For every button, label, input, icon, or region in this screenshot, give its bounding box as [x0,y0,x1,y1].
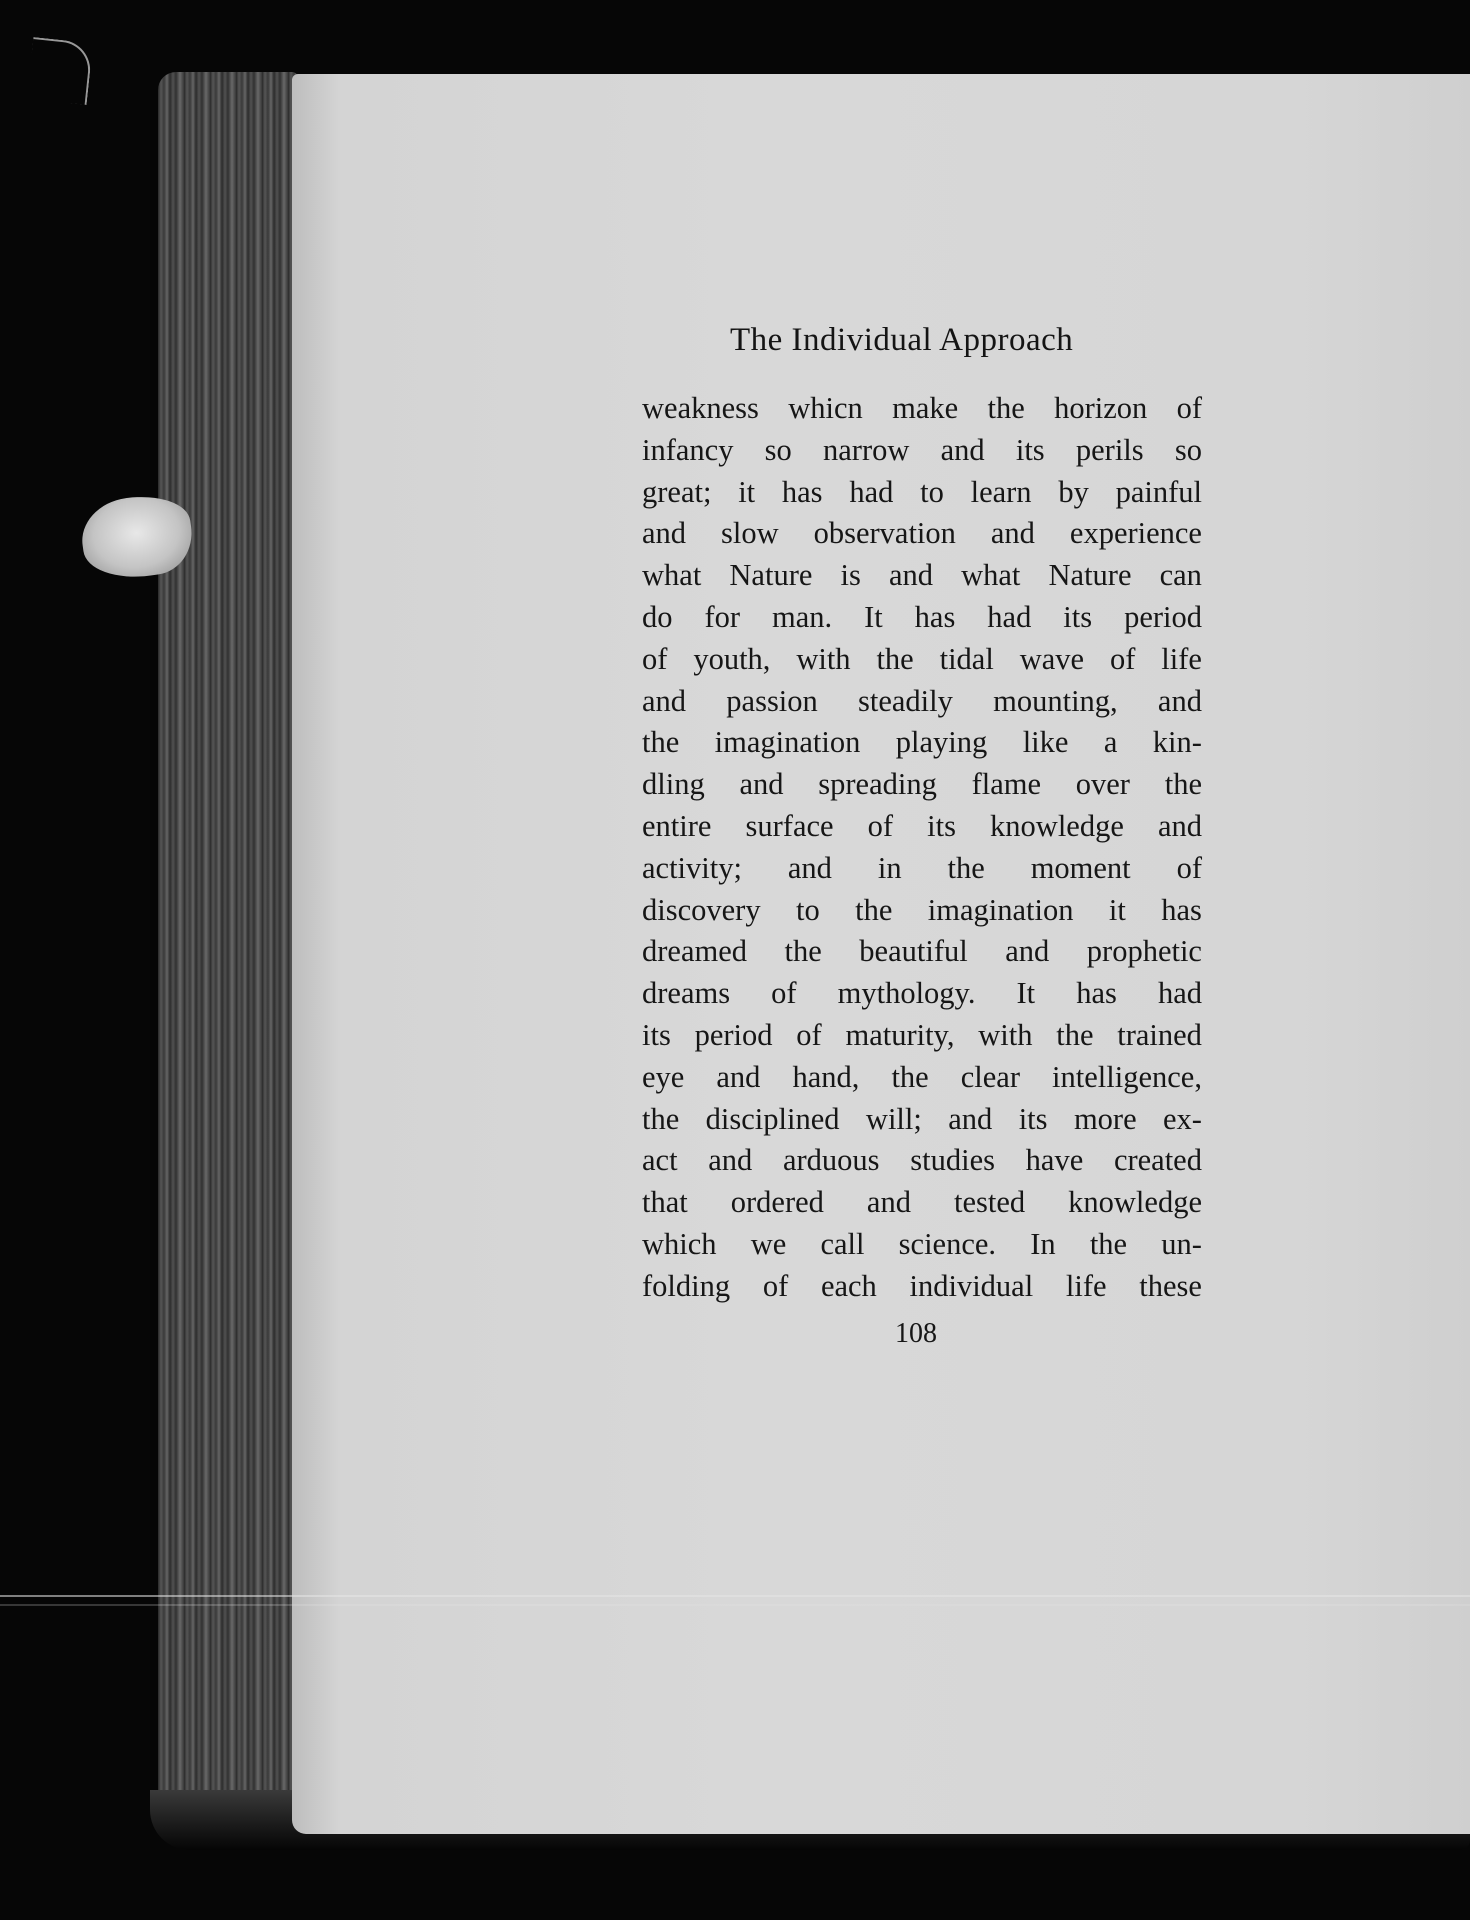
word: mythology. [837,976,976,1011]
word: more [1073,1101,1137,1136]
text-line [642,764,1202,806]
word: science. [898,1226,997,1261]
word: the [1164,767,1202,802]
word: Nature [729,558,813,593]
word: to [795,892,820,927]
word: like [1022,725,1069,760]
word: discovery [642,892,761,927]
word: of [762,1268,789,1303]
word: intelligence, [1052,1059,1202,1094]
word: moment [1030,850,1131,885]
word: had [987,599,1032,634]
word: life [1065,1268,1107,1303]
word: is [840,558,861,593]
word: prophetic [1086,934,1202,969]
text-line [642,848,1202,890]
word: of [642,641,668,676]
word: these [1139,1268,1202,1303]
word: call [820,1226,865,1261]
word: It [1016,976,1036,1011]
word: with [978,1017,1033,1052]
word: its [1018,1101,1048,1136]
word: It [864,599,883,634]
word: make [892,391,959,425]
word: knowledge [1068,1185,1202,1220]
word: created [1113,1143,1202,1178]
word: disciplined [705,1101,840,1136]
word: arduous [782,1143,880,1178]
word: what [961,558,1021,593]
word: activity; [642,850,742,885]
word: a [1103,725,1118,760]
word: and [708,1143,753,1178]
body-text [642,388,1202,1308]
text-line [642,1182,1202,1224]
text-line [642,1266,1202,1308]
word: and [1157,808,1202,843]
word: surface [745,808,834,843]
word: each [820,1268,877,1303]
word: weakness [642,391,759,425]
word: its [927,808,956,843]
word: of [1176,391,1202,425]
word: un- [1161,1226,1202,1261]
text-line [642,1015,1202,1057]
word: of [1176,850,1202,885]
word: so [1174,432,1202,467]
text-line [642,681,1202,723]
word: over [1075,767,1130,802]
word: clear [960,1059,1020,1094]
word: by [1058,474,1089,509]
word: studies [910,1143,995,1178]
word: and [642,516,687,551]
word: Nature [1048,558,1132,593]
word: of [867,808,894,843]
word: mounting, [993,683,1118,718]
word: dreams [642,976,731,1011]
word: to [920,474,944,509]
book-page-edges [158,72,298,1842]
word: whicn [788,391,863,425]
word: do [642,599,673,634]
word: its [1015,432,1045,467]
word: trained [1117,1017,1202,1052]
word: and [787,850,832,885]
word: what [642,558,702,593]
word: of [1109,641,1136,676]
word: has [781,474,823,509]
word: its [642,1017,671,1052]
word: and [866,1185,911,1220]
word: the [642,1101,680,1136]
word: have [1025,1143,1084,1178]
scan-artifact-line [0,1604,1470,1606]
word: has [914,599,956,634]
word: the [987,391,1025,425]
word: of [771,976,797,1011]
word: dreamed [642,934,747,969]
word: with [796,641,851,676]
word: the [855,892,893,927]
word: and [990,516,1035,551]
word: slow [721,516,779,551]
text-line [642,472,1202,514]
word: painful [1115,474,1202,509]
text-line [642,722,1202,764]
word: will; [865,1101,922,1136]
word: act [642,1143,678,1178]
word: narrow [823,432,910,467]
word: it [738,474,756,509]
text-line [642,931,1202,973]
word: period [1124,599,1202,634]
word: imagination [714,725,861,760]
word: flame [971,767,1042,802]
word: folding [642,1268,731,1303]
word: beautiful [859,934,968,969]
word: kin- [1152,725,1202,760]
word: ex- [1163,1101,1202,1136]
word: and [1005,934,1050,969]
word: and [739,767,784,802]
text-line [642,388,1202,430]
word: dling [642,767,705,802]
word: life [1161,641,1202,676]
word: learn [970,474,1032,509]
text-line [642,973,1202,1015]
word: its [1063,599,1093,634]
word: entire [642,808,712,843]
word: maturity, [845,1017,955,1052]
word: the [784,934,822,969]
word: youth, [693,641,771,676]
word: eye [642,1059,685,1094]
word: horizon [1054,391,1148,425]
text-line [642,597,1202,639]
word: imagination [927,892,1074,927]
word: tidal [939,641,994,676]
word: the [1056,1017,1094,1052]
text-line [642,1140,1202,1182]
word: wave [1019,641,1085,676]
word: it [1108,892,1126,927]
word: In [1030,1226,1056,1261]
word: and [1157,683,1202,718]
word: great; [642,474,712,509]
word: playing [895,725,988,760]
text-line [642,513,1202,555]
word: can [1159,558,1202,593]
word: the [891,1059,929,1094]
word: for [704,599,741,634]
word: of [796,1017,822,1052]
word: had [849,474,894,509]
word: has [1161,892,1202,927]
word: and [940,432,985,467]
word: and [948,1101,993,1136]
word: tested [953,1185,1026,1220]
text-line [642,430,1202,472]
word: which [642,1226,717,1261]
word: experience [1069,516,1202,551]
word: the [947,850,985,885]
word: the [642,725,680,760]
text-line [642,1099,1202,1141]
word: steadily [858,683,953,718]
text-line [642,639,1202,681]
word: and [716,1059,761,1094]
text-line [642,1224,1202,1266]
word: individual [909,1268,1034,1303]
word: had [1157,976,1202,1011]
word: and [642,683,687,718]
word: infancy [642,432,734,467]
text-line [642,890,1202,932]
word: the [1089,1226,1128,1261]
word: ordered [730,1185,824,1220]
word: in [877,850,902,885]
word: passion [726,683,818,718]
word: period [694,1017,773,1052]
word: so [764,432,792,467]
word: man. [771,599,833,634]
word: knowledge [990,808,1124,843]
text-line [642,555,1202,597]
word: that [642,1185,688,1220]
word: and [888,558,933,593]
running-head: The Individual Approach [730,322,1074,358]
text-line [642,1057,1202,1099]
word: spreading [818,767,937,802]
word: perils [1075,432,1144,467]
word: hand, [792,1059,860,1094]
word: has [1076,976,1117,1011]
text-line [642,806,1202,848]
scan-artifact-line [0,1595,1470,1597]
page-number: 108 [895,1318,937,1349]
word: observation [813,516,956,551]
word: we [750,1226,787,1261]
word: the [876,641,914,676]
